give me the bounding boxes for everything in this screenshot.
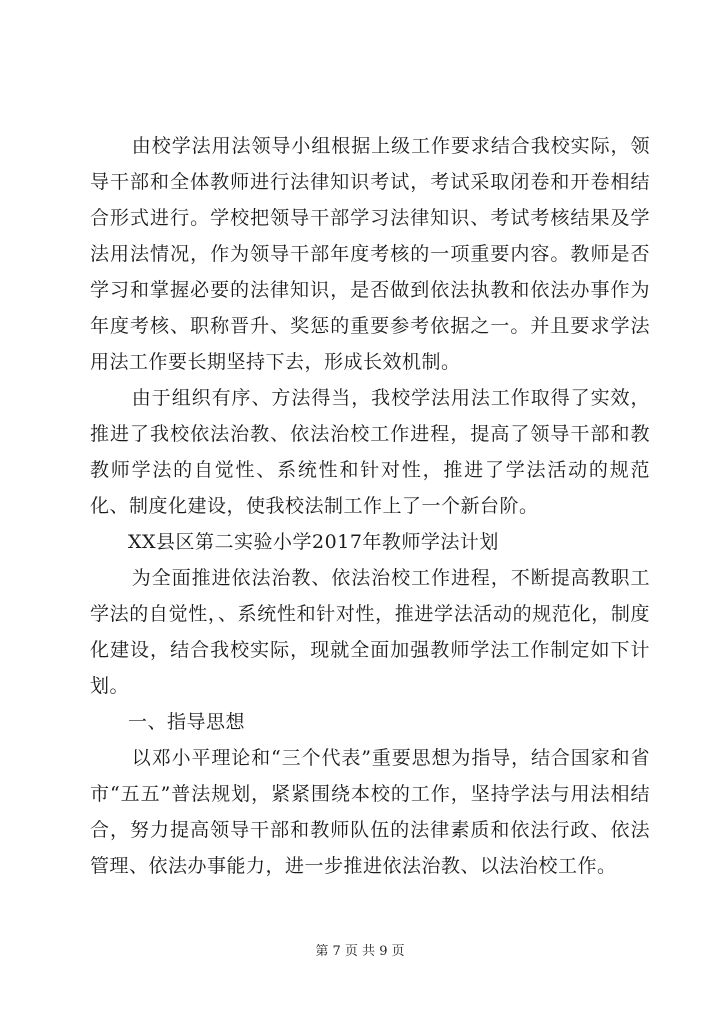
page-footer: 第 7 页 共 9 页 [315,944,405,959]
plan-title: XX县区第二实验小学2017年教师学法计划 [128,531,499,553]
paragraph-plan-intro: 为全面推进依法治教、依法治校工作进程，不断提高教职工学法的自觉性，、系统性和针对性，推进学法活动的规范化，制度化建设，结合我校实际，现就全面加强教师学法工作制定如下计划。 [90,567,650,697]
section-heading-guiding-ideology: 一、指导思想 [128,711,246,733]
paragraph-results: 由于组织有序、方法得当，我校学法用法工作取得了实效，推进了我校依法治教、依法治校工作进程，提高了领导干部和教教师学法的自觉性、系统性和针对性，推进了学法活动的规范化、制度化建设，使我校法制工作上了一个新台阶。 [90,387,650,517]
paragraph-guiding-ideology: 以邓小平理论和“三个代表”重要思想为指导，结合国家和省市“五五”普法规划，紧紧围绕本校的工作，坚持学法与用法相结合，努力提高领导干部和教师队伍的法律素质和依法行政、依法管理、依法办事能力，进一步推进依法治教、以法治校工作。 [90,747,650,877]
document-body [90,128,650,884]
paragraph-exam-policy: 由校学法用法领导小组根据上级工作要求结合我校实际，领导干部和全体教师进行法律知识考试，考试采取闭卷和开卷相结合形式进行。学校把领导干部学习法律知识、考试考核结果及学法用法情况，作为领导干部年度考核的一项重要内容。教师是否学习和掌握必要的法律知识，是否做到依法执教和依法办事作为年度考核、职称晋升、奖惩的重要参考依据之一。并且要求学法用法工作要长期坚持下去，形成长效机制。 [90,135,650,373]
